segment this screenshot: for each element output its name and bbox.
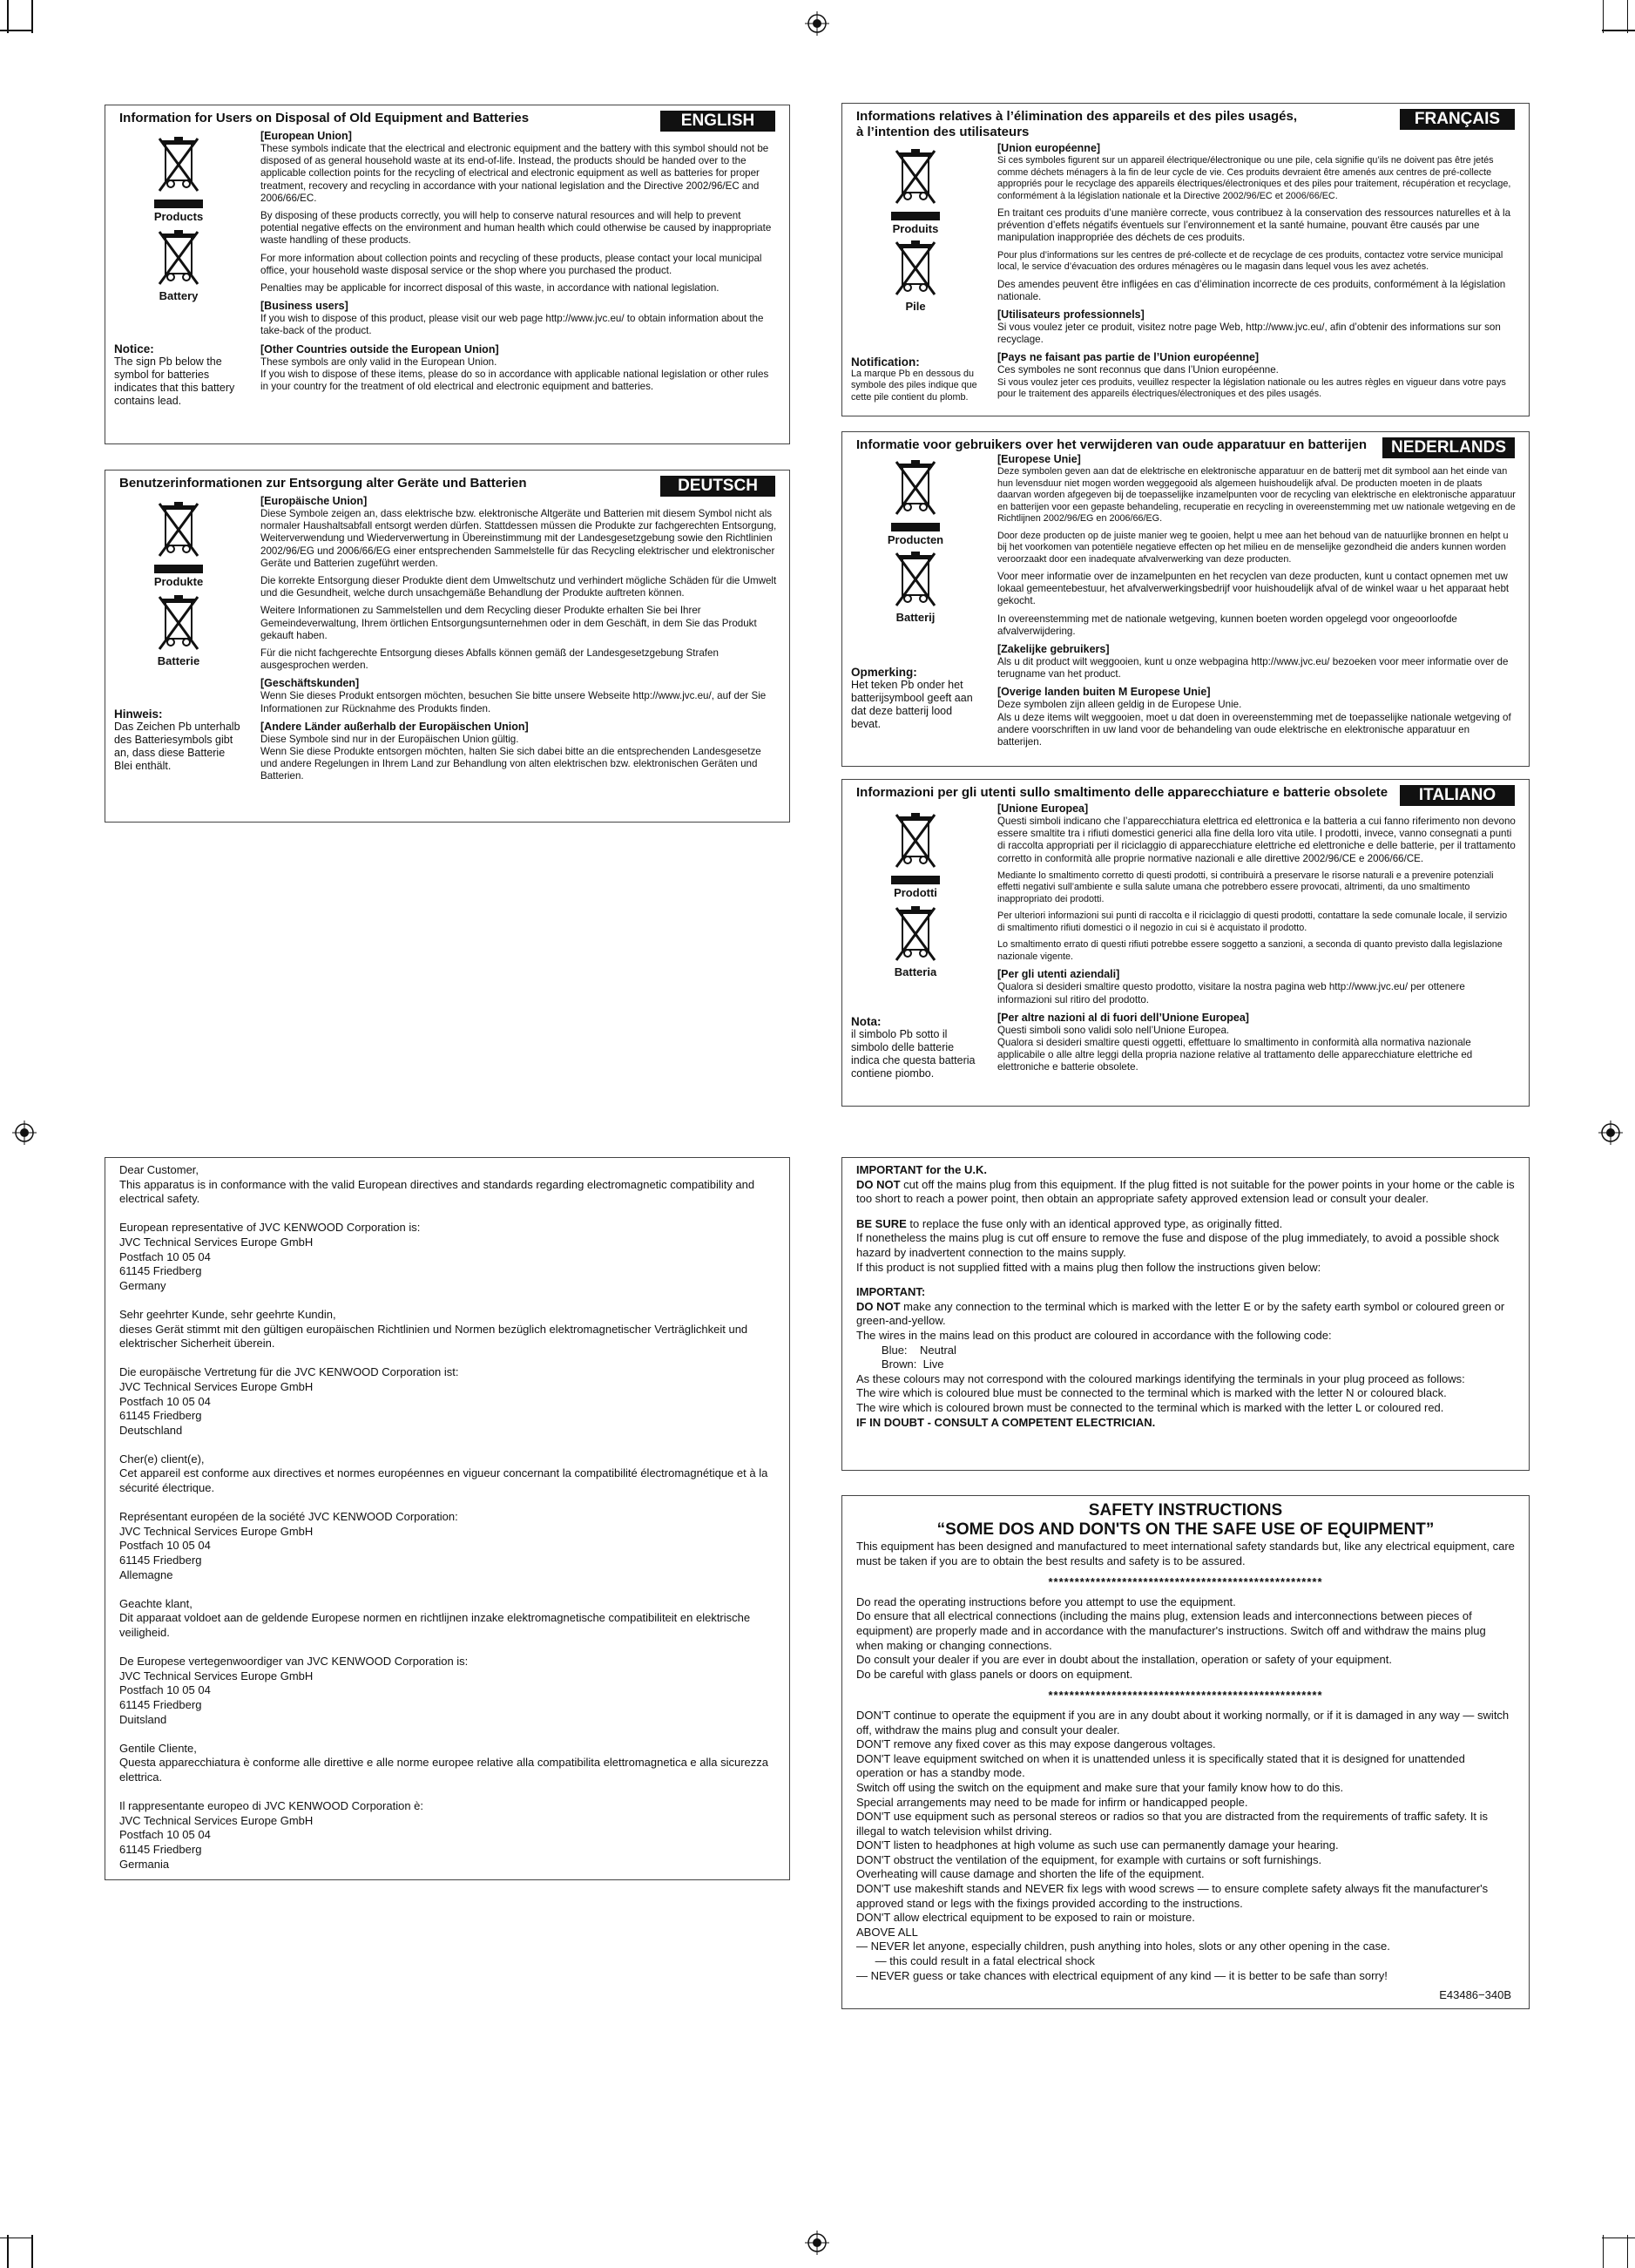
- battery-symbol: [114, 593, 243, 667]
- products-symbol: [851, 147, 980, 235]
- star-divider: ****************************************************: [1048, 1689, 1323, 1703]
- main-text: [997, 802, 1517, 1080]
- products-label: Produkte: [153, 575, 204, 588]
- battery-label: Pile: [905, 300, 926, 313]
- section-heading: [Overige landen buiten M Europese Unie]: [997, 686, 1211, 699]
- paragraph: These symbols are only valid in the European Union. If you wish to dispose of these items, please do so in accordance with applicable national legislation or other rules in your country for the treatment of old electrical and electronic equipment and batteries.: [260, 355, 769, 393]
- battery-symbol: [851, 550, 980, 624]
- notice-title: Notice:: [114, 342, 154, 355]
- crop-mark: [1603, 2235, 1605, 2268]
- battery-symbol: [851, 239, 980, 313]
- notice-text: Het teken Pb onder het batterijsymbool geeft aan dat deze batterij lood bevat.: [851, 679, 973, 730]
- paragraph: Si vous voulez jeter ce produit, visitez notre page Web, http://www.jvc.eu/, afin d’obtenir des informations sur son recyclage.: [997, 322, 1501, 346]
- section-heading: [Union européenne]: [997, 142, 1101, 154]
- battery-label: Batteria: [894, 965, 937, 978]
- be-sure-label: BE SURE: [856, 1216, 907, 1230]
- english-disposal-box: [105, 105, 790, 444]
- paragraph: Diese Symbole sind nur in der Europäischen Union gültig. Wenn Sie diese Produkte entsorgen möchten, halten Sie sich dabei bitte an die entsprechenden Landesgesetze und andere Regelungen in Ihrem Land zur Behandlung von alten elektrischen bzw. elektronischen Geräten und Batterien.: [260, 733, 761, 782]
- battery-label: Batterie: [157, 654, 200, 667]
- language-badge: ENGLISH: [660, 111, 775, 132]
- language-badge: ITALIANO: [1400, 785, 1515, 806]
- safety-title: SAFETY INSTRUCTIONS: [1088, 1501, 1283, 1520]
- section-heading: [Pays ne faisant pas partie de l’Union européenne]: [997, 351, 1260, 364]
- paragraph: Die korrekte Entsorgung dieser Produkte dient dem Umweltschutz und verhindert mögliche Schäden für die Umwelt und die Gesundheit, welche durch unsachgemäße Behandlung der Produkte auftreten können.: [260, 575, 777, 599]
- battery-label: Batterij: [895, 611, 936, 624]
- crossed-bin-icon: [891, 239, 940, 300]
- paragraph: Si ces symboles figurent sur un appareil électrique/électronique ou une pile, cela signifie qu’ils ne doivent pas être jetés comme déchets ménagers à la fin de leur cycle de vie. Ces produits devraient être amenés aux centres de pré-collecte appropriés pour le recyclage des appareils électriques/électroniques et des piles pour traitement, récupération et recyclage, conformément à la législation nationale et la Directive 2002/96/EC et 2006/66/EC.: [997, 155, 1511, 201]
- safety-instructions-box: [841, 1495, 1530, 2009]
- notice-text: La marque Pb en dessous du symbole des piles indique que cette pile contient du plomb.: [851, 368, 977, 403]
- crop-mark: [7, 0, 9, 33]
- main-text: [260, 130, 774, 398]
- section-heading: [Per altre nazioni al di fuori dell’Unione Europea]: [997, 1011, 1249, 1024]
- notice: [851, 1015, 982, 1080]
- paragraph: Pour plus d’informations sur les centres de pré-collecte et de recyclage de ces produits, contactez votre service municipal local, le service d’évacuation des ordures ménagères ou le magasin dans lequel vous les avez achetés.: [997, 249, 1503, 273]
- crossed-bin-icon: [154, 593, 203, 654]
- main-text: [260, 495, 780, 789]
- products-symbol: [114, 500, 243, 588]
- language-badge: DEUTSCH: [660, 476, 775, 497]
- paragraph: Questi simboli sono validi solo nell’Unione Europea. Qualora si desideri smaltire questi oggetti, effettuare lo smaltimento in conformità alla normativa nazionale applicabile o alle altre leggi della propria nazione relative al trattamento delle apparecchiature elettriche ed elettroniche e batterie obsolete.: [997, 1024, 1473, 1073]
- products-symbol: [851, 811, 980, 899]
- section-heading: [Geschäftskunden]: [260, 677, 360, 690]
- language-badge: NEDERLANDS: [1382, 437, 1515, 458]
- uk-paragraph: cut off the mains plug from this equipment. If the plug fitted is not suitable for the power points in your home or the cable is too short to reach a power point, then obtain an appropriate safety approved extension lead or consult your dealer.: [856, 1177, 1515, 1206]
- registration-mark-icon: [1598, 1120, 1623, 1145]
- uk-important-box: [841, 1157, 1530, 1471]
- crop-mark: [1602, 30, 1635, 31]
- crop-mark: [0, 30, 33, 31]
- crop-mark: [31, 0, 33, 33]
- important-label: IMPORTANT:: [856, 1285, 926, 1299]
- safety-intro: This equipment has been designed and manufactured to meet international safety standards but, like any electrical equipment, care must be taken if you are to obtain the best results and safety is to be assured.: [856, 1540, 1515, 1567]
- products-symbol: [851, 458, 980, 546]
- main-text: [997, 453, 1517, 754]
- section-heading: [Unione Europea]: [997, 802, 1089, 815]
- crossed-bin-icon: [154, 228, 203, 289]
- section-heading: [Andere Länder außerhalb der Europäischen Union]: [260, 720, 529, 733]
- paragraph: En traitant ces produits d’une manière correcte, vous contribuez à la conservation des ressources naturelles et à la prévention d’effets négatifs éventuels sur l’environnement et la santé humaine, pouvant être causés par une manipulation inappropriée des déchets de ces produits.: [997, 207, 1511, 244]
- document-code: E43486−340B: [1439, 1988, 1511, 2002]
- section-heading: [Zakelijke gebruikers]: [997, 643, 1110, 656]
- notice: [114, 707, 245, 773]
- crop-mark: [1627, 2235, 1629, 2268]
- section-heading: [Utilisateurs professionnels]: [997, 308, 1145, 322]
- box-title: Benutzerinformationen zur Entsorgung alter Geräte und Batterien: [119, 476, 527, 491]
- safety-donts: DON'T continue to operate the equipment if you are in any doubt about it working normally, or if it is damaged in any way — switch off, withdraw the mains plug and consult your dealer. DON'T remove any fixed cover as this may expose dangerous voltages. DON'T leave equipment switched on when it is unattended unless it is specifically stated that it is designed for unattended operation or has a standby mode. Switch off using the switch on the equipment and make sure that your family know how to do this. Special arrangements may need to be made for infirm or handicapped people. DON'T use equipment such as personal stereos or radios so that you are distracted from the requirements of traffic safety. It is illegal to watch television whilst driving. DON'T listen to headphones at high volume as such use can permanently damage your hearing. DON'T obstruct the ventilation of the equipment, for example with curtains or soft furnishings. Overheating will cause damage and shorten the life of the equipment. DON'T use makeshift stands and NEVER fix legs with wood screws — to ensure complete safety always fit the manufacturer's approved stand or legs with the fixings provided according to the instructions. DON'T allow electrical equipment to be exposed to rain or moisture. ABOVE ALL — NEVER let anyone, especially children, push anything into holes, slots or any other opening in the case. — this could result in a fatal electrical shock — NEVER guess or take chances with electrical equipment of any kind — it is better to be safe than sorry!: [856, 1708, 1510, 1982]
- paragraph: Weitere Informationen zu Sammelstellen und dem Recycling dieser Produkte erhalten Sie bei Ihrer Gemeindeverwaltung, Ihrem örtlichen Entsorgungsunternehmen oder in dem Geschäft, in dem Sie das Produkt gekauft haben.: [260, 605, 757, 641]
- nederlands-disposal-box: [841, 431, 1530, 767]
- notice-title: Opmerking:: [851, 666, 917, 679]
- paragraph: Deze symbolen geven aan dat de elektrische en elektronische apparatuur en de batterij met dit symbool aan het einde van hun levensduur niet mogen worden weggegooid als algemeen huishoudelijk afval. De producten moeten in de plaats daarvan worden afgegeven bij de toepasselijke inzamelpunten voor de recycling van elektrische en elektronische apparatuur en batterijen voor een gepaste behandeling, recuperatie en recycling in overeenstemming met uw nationale wetgeving en de Richtlijnen 2002/96/EG en 2006/66/EG.: [997, 466, 1516, 524]
- paragraph: Mediante lo smaltimento corretto di questi prodotti, si contribuirà a preservare le risorse naturali e a prevenire potenziali effetti negativi sull’ambiente e sulla salute umana che potrebbero essere provocati, altrimenti, da uno smaltimento inappropriato dei prodotti.: [997, 870, 1494, 904]
- language-badge: FRANÇAIS: [1400, 109, 1515, 130]
- francais-disposal-box: [841, 103, 1530, 416]
- paragraph: Voor meer informatie over de inzamelpunten en het recyclen van deze producten, kunt u contact opnemen met uw lokaal gemeentebestuur, het afvalverwerkingsbedrijf voor huishoudelijk afval of de winkel waar u het apparaat hebt gekocht.: [997, 571, 1510, 607]
- crop-mark: [7, 2235, 9, 2268]
- notice-text: Das Zeichen Pb unterhalb des Batteriesymbols gibt an, dass diese Batterie Blei enthält.: [114, 721, 240, 772]
- paragraph: Door deze producten op de juiste manier weg te gooien, helpt u mee aan het behoud van de natuurlijke bronnen en helpt u bij het voorkomen van potentiële negatieve effecten op het milieu en de menselijke gezondheid die anders kunnen worden veroorzaakt door een inadequate afvalverwerking van deze producten.: [997, 530, 1509, 565]
- crop-mark: [31, 2235, 33, 2268]
- notice-text: il simbolo Pb sotto il simbolo delle batterie indica che questa batteria contiene piombo.: [851, 1028, 976, 1080]
- section-heading: [Europese Unie]: [997, 453, 1081, 465]
- products-symbol: [114, 135, 243, 223]
- section-heading: [Other Countries outside the European Union]: [260, 342, 499, 355]
- paragraph: Si vous voulez jeter ces produits, veuillez respecter la législation nationale ou les autres règles en vigueur dans votre pays pour le traitement des appareils électriques/électroniques et des piles usagés.: [997, 376, 1506, 400]
- crop-mark: [1627, 0, 1629, 33]
- crossed-bin-icon: [891, 811, 940, 872]
- section-heading: [Per gli utenti aziendali]: [997, 968, 1120, 981]
- crossed-bin-icon: [154, 135, 203, 196]
- crop-mark: [1602, 2238, 1635, 2239]
- paragraph: If you wish to dispose of this product, please visit our web page http://www.jvc.eu/ to obtain information about the take-back of the product.: [260, 313, 764, 337]
- deutsch-disposal-box: [105, 470, 790, 823]
- registration-mark-icon: [12, 1120, 37, 1145]
- notice-title: Hinweis:: [114, 707, 163, 721]
- italiano-disposal-box: [841, 779, 1530, 1107]
- battery-symbol: [114, 228, 243, 302]
- notice-title: Nota:: [851, 1015, 882, 1028]
- paragraph: Wenn Sie dieses Produkt entsorgen möchten, besuchen Sie bitte unsere Webseite http://www.jvc.eu/, auf der Sie Informationen zur Rücknahme des Produkts finden.: [260, 690, 767, 714]
- crossed-bin-icon: [891, 904, 940, 965]
- box-title: Informatie voor gebruikers over het verwijderen van oude apparatuur en batterijen: [856, 437, 1367, 452]
- notice-title: Notification:: [851, 355, 920, 369]
- customer-conformity-box: [105, 1157, 790, 1880]
- paragraph: By disposing of these products correctly, you will help to conserve natural resources and will help to prevent potential negative effects on the environment and human health which could otherwise be caused by inappropriate waste handling of these products.: [260, 210, 772, 247]
- paragraph: Questi simboli indicano che l’apparecchiatura elettrica ed elettronica e la batteria a cui fanno riferimento non devono essere smaltite tra i rifiuti domestici generici alla fine della loro vita utile. I prodotti, invece, vanno consegnati a punti di raccolta appropriati per il riciclaggio di apparecchiature elettriche ed elettroniche e delle batterie, per il trattamento corretto in conformità alle proprie normative nazionali e alle direttive 2002/96/CE e 2006/66/CE.: [997, 816, 1516, 864]
- paragraph: Für die nicht fachgerechte Entsorgung dieses Abfalls können gemäß der Landesgesetzgebung Strafen ausgesprochen werden.: [260, 647, 719, 672]
- paragraph: Lo smaltimento errato di questi rifiuti potrebbe essere soggetto a sanzioni, a seconda di quanto previsto dalla legislazione nazionale vigente.: [997, 939, 1503, 962]
- main-text: [997, 142, 1517, 406]
- crossed-bin-icon: [154, 500, 203, 561]
- section-heading: [European Union]: [260, 130, 352, 142]
- uk-title: IMPORTANT for the U.K.: [856, 1163, 987, 1176]
- safety-dos: Do read the operating instructions before you attempt to use the equipment. Do ensure that all electrical connections (including the mains plug, extension leads and interconnections between pieces of equipment) are properly made and in accordance with the manufacturer's instructions. Switch off and withdraw the mains plug when making or changing connections. Do consult your dealer if you are ever in doubt about the installation, operation or safety of your equipment. Do be careful with glass panels or doors on equipment.: [856, 1594, 1486, 1681]
- paragraph: Diese Symbole zeigen an, dass elektrische bzw. elektronische Altgeräte und Batterien mit diesem Symbol nicht als normaler Haushaltsabfall entsorgt werden dürfen. Stattdessen müssen die Produkte zur fachgerechten Entsorgung, Weiterverwendung und Wiederverwertung in Übereinstimmung mit der Landesgesetzgebung sowie den Richtlinien 2002/96/EG und 2006/66/EG einer entsprechenden Sammelstelle für das Recycling elektrischer und elektronischer Geräte und Batterien zugeführt werden.: [260, 508, 777, 569]
- do-not-label: DO NOT: [856, 1299, 901, 1313]
- paragraph: For more information about collection points and recycling of these products, please contact your local municipal office, your household waste disposal service or the shop where you purchased the product.: [260, 252, 762, 276]
- battery-symbol: [851, 904, 980, 978]
- notice-text: The sign Pb below the symbol for batteries indicates that this battery contains lead.: [114, 355, 235, 407]
- paragraph: These symbols indicate that the electrical and electronic equipment and the battery with this symbol should not be disposed of as general household waste at its end-of-life. Instead, the products should be handed over to the applicable collection points for the recycling of electrical and electronic equipment as well as batteries for proper treatment, recovery and recycling in accordance with your national legislation and the Directive 2002/96/EC and 2006/66/EC.: [260, 143, 769, 204]
- uk-paragraph: make any connection to the terminal which is marked with the letter E or by the safety earth symbol or coloured green or green-and-yellow. The wires in the mains lead on this product are coloured in accordance with the following code: Blue: Neutral Brown: Live As these colours may not correspond with the coloured markings identifying the terminals in your plug proceed as follows: The wire which is coloured blue must be connected to the terminal which is marked with the letter N or coloured black. The wire which is coloured brown must be connected to the terminal which is marked with the letter L or coloured red.: [856, 1299, 1505, 1414]
- paragraph: Per ulteriori informazioni sui punti di raccolta e il riciclaggio di questi prodotti, contattare la sede comunale locale, il servizio di smaltimento rifiuti domestici o il negozio in cui si è acquistato il prodotto.: [997, 911, 1508, 933]
- box-title: Information for Users on Disposal of Old Equipment and Batteries: [119, 111, 530, 125]
- notice: [851, 666, 982, 731]
- products-label: Produits: [892, 222, 939, 235]
- crop-mark: [1603, 0, 1605, 33]
- crossed-bin-icon: [891, 147, 940, 208]
- products-label: Producten: [887, 533, 944, 546]
- crop-mark: [0, 2238, 33, 2239]
- paragraph: Als u dit product wilt weggooien, kunt u onze webpagina http://www.jvc.eu/ bezoeken voor meer informatie over de terugname van het product.: [997, 656, 1509, 680]
- paragraph: Deze symbolen zijn alleen geldig in de Europese Unie. Als u deze items wilt weggooien, moet u dat doen in overeenstemming met de toepasselijke nationale wetgeving of andere voorschriften in uw land voor de behandeling van oude elektrische en elektronische apparatuur en batterijen.: [997, 699, 1511, 748]
- battery-label: Battery: [159, 289, 199, 302]
- safety-subtitle: “SOME DOS AND DON'TS ON THE SAFE USE OF EQUIPMENT”: [936, 1520, 1435, 1539]
- notice: [851, 356, 982, 403]
- paragraph: Ces symboles ne sont reconnus que dans l’Union européenne.: [997, 364, 1279, 376]
- star-divider: ****************************************************: [1048, 1575, 1323, 1589]
- uk-final-warning: IF IN DOUBT - CONSULT A COMPETENT ELECTRICIAN.: [856, 1415, 1156, 1429]
- customer-text: Dear Customer, This apparatus is in conformance with the valid European directives and standards regarding electromagnetic compatibility and electrical safety. European representative of JVC KENWOOD Corporation is: JVC Technical Services Europe GmbH Postfach 10 05 04 61145 Friedberg Germany Sehr geehrter Kunde, sehr geehrte Kundin, dieses Gerät stimmt mit den gültigen europäischen Richtlinien und Normen bezüglich elektromagnetischer Verträglichkeit und elektrischer Sicherheit überein. Die europäische Vertretung für die JVC KENWOOD Corporation ist: JVC Technical Services Europe GmbH Postfach 10 05 04 61145 Friedberg Deutschland Cher(e) client(e), Cet appareil est conforme aux directives et normes européennes en vigueur concernant la compatibilité électromagnétique et à la sécurité électrique. Représentant européen de la société JVC KENWOOD Corporation: JVC Technical Services Europe GmbH Postfach 10 05 04 61145 Friedberg Allemagne Geachte klant, Dit apparaat voldoet aan de geldende Europese normen en richtlijnen inzake elektromagnetische compatibiliteit en elektrische veiligheid. De Europese vertegenwoordiger van JVC KENWOOD Corporation is: JVC Technical Services Europe GmbH Postfach 10 05 04 61145 Friedberg Duitsland Gentile Cliente, Questa apparecchiatura è conforme alle direttive e alle norme europee relative alla compatibilita elettromagnetica e alla sicurezza elettrica. Il rappresentante europeo di JVC KENWOOD Corporation è: JVC Technical Services Europe GmbH Postfach 10 05 04 61145 Friedberg Germania: [119, 1163, 769, 1871]
- registration-mark-icon: [805, 2231, 829, 2255]
- crossed-bin-icon: [891, 550, 940, 611]
- paragraph: Qualora si desideri smaltire questo prodotto, visitare la nostra pagina web http://www.jvc.eu/ per ottenere informazioni sul ritiro del prodotto.: [997, 981, 1465, 1005]
- products-label: Prodotti: [894, 886, 937, 899]
- paragraph: In overeenstemming met de nationale wetgeving, kunnen boeten worden opgelegd voor ongeoorloofde afvalverwijdering.: [997, 613, 1457, 637]
- uk-paragraph: to replace the fuse only with an identical approved type, as originally fitted. If nonetheless the mains plug is cut off ensure to remove the fuse and dispose of the plug immediately, to avoid a possible shock hazard by inadvertent connection to the mains supply. If this product is not supplied fitted with a mains plug then follow the instructions given below:: [856, 1216, 1500, 1274]
- section-heading: [Europäische Union]: [260, 495, 368, 507]
- notice: [114, 342, 245, 408]
- section-heading: [Business users]: [260, 300, 348, 313]
- box-title: Informazioni per gli utenti sullo smaltimento delle apparecchiature e batterie obsolete: [856, 785, 1388, 800]
- crossed-bin-icon: [891, 458, 940, 519]
- do-not-label: DO NOT: [856, 1177, 901, 1191]
- products-label: Products: [153, 210, 204, 223]
- registration-mark-icon: [805, 11, 829, 36]
- paragraph: Des amendes peuvent être infligées en cas d’élimination incorrecte de ces produits, conformément à la législation nationale.: [997, 278, 1506, 302]
- paragraph: Penalties may be applicable for incorrect disposal of this waste, in accordance with national legislation.: [260, 282, 720, 295]
- box-title: Informations relatives à l’élimination des appareils et des piles usagés, à l’intention des utilisateurs: [856, 109, 1298, 139]
